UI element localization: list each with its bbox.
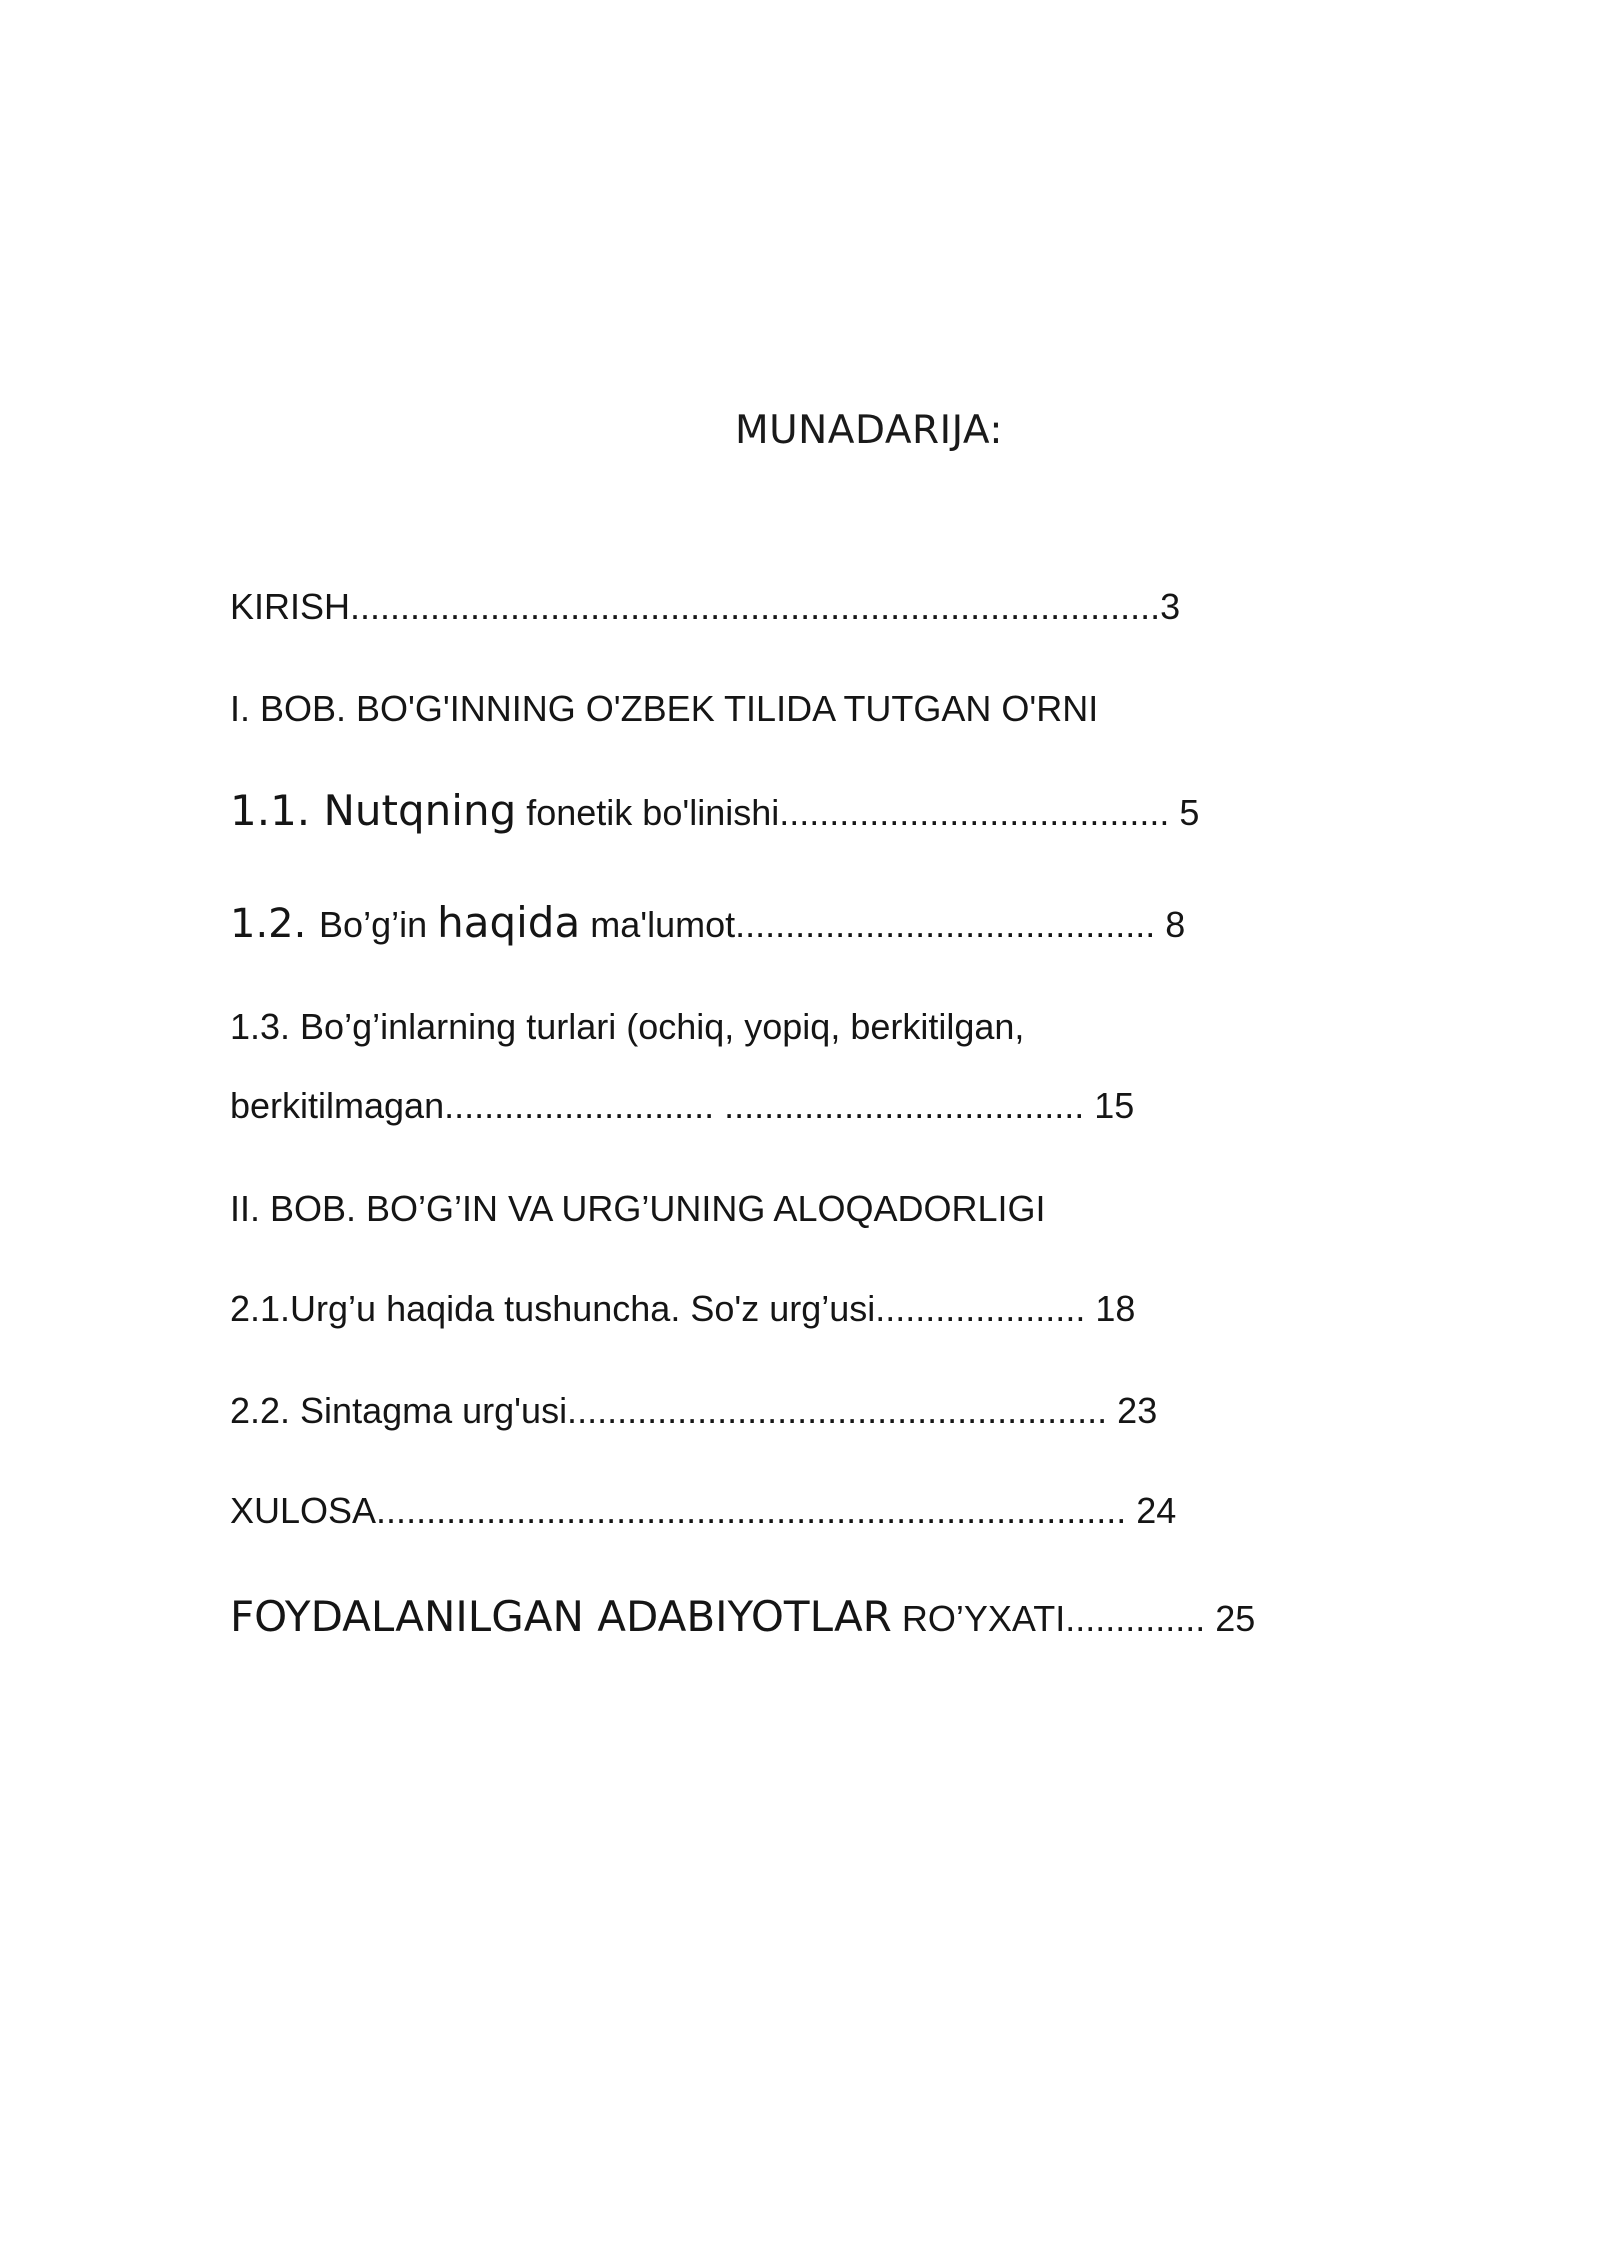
toc-entry-text: RO’YXATI.............. 25 bbox=[891, 1598, 1256, 1639]
toc-entry-xulosa bbox=[230, 1490, 1176, 1532]
toc-entry-text: 2.1.Urg’u haqida tushuncha. So'z urg’usi..................... 18 bbox=[230, 1288, 1136, 1329]
toc-entry-1-3 bbox=[230, 1006, 1024, 1048]
toc-entry-prefix: FOYDALANILGAN ADABIYOTLAR bbox=[230, 1592, 892, 1641]
toc-entry-text: II. BOB. BO’G’IN VA URG’UNING ALOQADORLIGI bbox=[230, 1188, 1046, 1229]
toc-chapter-1 bbox=[230, 688, 1098, 730]
toc-entry-text: fonetik bo'linishi....................................... 5 bbox=[516, 792, 1200, 833]
toc-chapter-2 bbox=[230, 1188, 1046, 1230]
toc-entry-text: 2.2. Sintagma urg'usi...................................................... 23 bbox=[230, 1390, 1158, 1431]
toc-entry-prefix: 1.2. bbox=[230, 901, 320, 947]
toc-entry-text: ma'lumot.......................................... 8 bbox=[580, 904, 1186, 945]
toc-entry-1-1 bbox=[230, 786, 1199, 835]
toc-entry-text: KIRISH.................................................................................3 bbox=[230, 586, 1181, 627]
toc-entry-references bbox=[230, 1592, 1255, 1641]
toc-entry-1-2 bbox=[230, 898, 1185, 947]
toc-entry-2-2 bbox=[230, 1390, 1157, 1432]
toc-entry-kirish bbox=[230, 586, 1180, 628]
toc-entry-text: berkitilmagan........................... .................................... 15 bbox=[230, 1085, 1135, 1126]
toc-entry-1-3-continued bbox=[230, 1085, 1134, 1127]
toc-entry-text: XULOSA........................................................................... 24 bbox=[230, 1490, 1177, 1531]
page-title: MUNADARIJA: bbox=[734, 408, 1004, 453]
toc-entry-word: Bo’g’in bbox=[319, 904, 438, 945]
toc-entry-text: 1.3. Bo’g’inlarning turlari (ochiq, yopiq, berkitilgan, bbox=[230, 1006, 1025, 1047]
toc-entry-text: I. BOB. BO'G'INNING O'ZBEK TILIDA TUTGAN O'RNI bbox=[230, 688, 1099, 729]
toc-entry-emphasis: haqida bbox=[437, 898, 581, 947]
toc-entry-prefix: 1.1. Nutqning bbox=[230, 786, 517, 835]
toc-entry-2-1 bbox=[230, 1288, 1135, 1330]
